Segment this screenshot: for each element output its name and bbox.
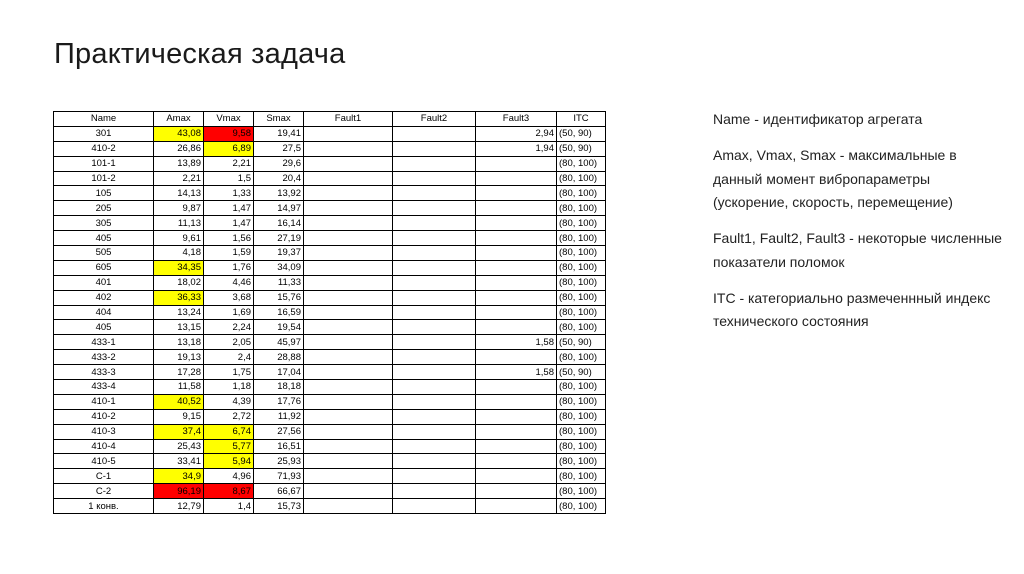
cell-name: 433-1: [54, 335, 154, 350]
cell-smax: 14,97: [254, 201, 304, 216]
cell-fault1: [304, 320, 393, 335]
cell-smax: 16,51: [254, 439, 304, 454]
cell-fault1: [304, 365, 393, 380]
cell-name: 410-4: [54, 439, 154, 454]
cell-fault1: [304, 350, 393, 365]
cell-vmax: 1,75: [204, 365, 254, 380]
cell-amax: 9,61: [154, 231, 204, 246]
cell-fault2: [393, 350, 476, 365]
cell-vmax: 1,5: [204, 171, 254, 186]
cell-itc: (80, 100): [557, 156, 606, 171]
cell-itc: (80, 100): [557, 216, 606, 231]
cell-fault2: [393, 156, 476, 171]
table-row: [54, 409, 606, 424]
cell-itc: (80, 100): [557, 320, 606, 335]
table-row: [54, 126, 606, 141]
cell-smax: 13,92: [254, 186, 304, 201]
cell-fault2: [393, 216, 476, 231]
cell-fault2: [393, 275, 476, 290]
cell-itc: (50, 90): [557, 365, 606, 380]
cell-itc: (80, 100): [557, 171, 606, 186]
cell-name: 101-1: [54, 156, 154, 171]
table-row: [54, 380, 606, 395]
cell-fault1: [304, 201, 393, 216]
cell-name: 410-5: [54, 454, 154, 469]
header-fault1: Fault1: [304, 112, 393, 127]
cell-amax: 11,13: [154, 216, 204, 231]
table-row: [54, 216, 606, 231]
cell-itc: (80, 100): [557, 394, 606, 409]
cell-fault1: [304, 231, 393, 246]
table-row: [54, 275, 606, 290]
cell-itc: (80, 100): [557, 380, 606, 395]
cell-fault1: [304, 499, 393, 514]
notes-panel: [713, 108, 1003, 346]
cell-amax: 34,35: [154, 260, 204, 275]
cell-amax: 17,28: [154, 365, 204, 380]
cell-fault1: [304, 260, 393, 275]
cell-name: 405: [54, 231, 154, 246]
cell-amax: 18,02: [154, 275, 204, 290]
cell-fault2: [393, 424, 476, 439]
note-name: Name - идентификатор агрегата: [713, 111, 923, 127]
cell-vmax: 5,94: [204, 454, 254, 469]
cell-fault1: [304, 484, 393, 499]
cell-smax: 66,67: [254, 484, 304, 499]
cell-name: 433-3: [54, 365, 154, 380]
cell-smax: 29,6: [254, 156, 304, 171]
cell-fault1: [304, 439, 393, 454]
cell-smax: 28,88: [254, 350, 304, 365]
cell-itc: (80, 100): [557, 201, 606, 216]
cell-itc: (80, 100): [557, 246, 606, 261]
cell-fault2: [393, 394, 476, 409]
cell-fault3: [476, 186, 557, 201]
cell-fault1: [304, 394, 393, 409]
cell-fault3: [476, 380, 557, 395]
cell-fault2: [393, 141, 476, 156]
cell-amax: 40,52: [154, 394, 204, 409]
cell-amax: 43,08: [154, 126, 204, 141]
cell-fault2: [393, 454, 476, 469]
cell-itc: (80, 100): [557, 290, 606, 305]
cell-itc: (80, 100): [557, 469, 606, 484]
table-row: [54, 469, 606, 484]
cell-name: 410-1: [54, 394, 154, 409]
cell-name: 605: [54, 260, 154, 275]
cell-vmax: 4,39: [204, 394, 254, 409]
cell-vmax: 1,4: [204, 499, 254, 514]
cell-smax: 27,56: [254, 424, 304, 439]
header-itc: ITC: [557, 112, 606, 127]
table-row: [54, 260, 606, 275]
cell-name: C-2: [54, 484, 154, 499]
cell-fault3: [476, 394, 557, 409]
cell-name: 1 конв.: [54, 499, 154, 514]
cell-itc: (50, 90): [557, 335, 606, 350]
cell-smax: 19,41: [254, 126, 304, 141]
cell-fault1: [304, 409, 393, 424]
cell-amax: 13,89: [154, 156, 204, 171]
cell-vmax: 1,18: [204, 380, 254, 395]
cell-name: 433-2: [54, 350, 154, 365]
cell-name: 505: [54, 246, 154, 261]
cell-fault3: 1,94: [476, 141, 557, 156]
table-row: [54, 484, 606, 499]
cell-amax: 25,43: [154, 439, 204, 454]
cell-smax: 45,97: [254, 335, 304, 350]
table-row: [54, 365, 606, 380]
cell-fault3: [476, 409, 557, 424]
table-row: [54, 350, 606, 365]
cell-fault1: [304, 305, 393, 320]
cell-fault1: [304, 290, 393, 305]
cell-itc: (80, 100): [557, 275, 606, 290]
cell-smax: 17,04: [254, 365, 304, 380]
cell-fault2: [393, 231, 476, 246]
cell-itc: (80, 100): [557, 305, 606, 320]
cell-vmax: 4,96: [204, 469, 254, 484]
cell-fault2: [393, 365, 476, 380]
table-row: [54, 439, 606, 454]
cell-name: 402: [54, 290, 154, 305]
cell-amax: 13,24: [154, 305, 204, 320]
cell-name: 410-2: [54, 141, 154, 156]
cell-itc: (80, 100): [557, 424, 606, 439]
cell-smax: 15,73: [254, 499, 304, 514]
cell-amax: 9,87: [154, 201, 204, 216]
cell-fault1: [304, 186, 393, 201]
cell-name: 410-3: [54, 424, 154, 439]
cell-fault3: [476, 156, 557, 171]
cell-fault2: [393, 260, 476, 275]
cell-itc: (80, 100): [557, 484, 606, 499]
cell-amax: 13,18: [154, 335, 204, 350]
cell-smax: 34,09: [254, 260, 304, 275]
cell-name: 404: [54, 305, 154, 320]
cell-amax: 4,18: [154, 246, 204, 261]
cell-itc: (80, 100): [557, 499, 606, 514]
cell-fault3: [476, 290, 557, 305]
cell-fault1: [304, 171, 393, 186]
cell-fault3: 1,58: [476, 335, 557, 350]
cell-name: C-1: [54, 469, 154, 484]
cell-fault2: [393, 201, 476, 216]
cell-amax: 19,13: [154, 350, 204, 365]
cell-smax: 27,5: [254, 141, 304, 156]
cell-fault2: [393, 320, 476, 335]
cell-vmax: 1,33: [204, 186, 254, 201]
cell-fault3: 1,58: [476, 365, 557, 380]
table-row: [54, 201, 606, 216]
cell-itc: (50, 90): [557, 141, 606, 156]
note-faults: Fault1, Fault2, Fault3 - некоторые численные показатели поломок: [713, 230, 1002, 270]
cell-name: 301: [54, 126, 154, 141]
cell-amax: 36,33: [154, 290, 204, 305]
cell-smax: 20,4: [254, 171, 304, 186]
slide-title: Практическая задача: [54, 38, 346, 70]
cell-fault3: [476, 305, 557, 320]
cell-smax: 15,76: [254, 290, 304, 305]
cell-vmax: 1,56: [204, 231, 254, 246]
cell-vmax: 5,77: [204, 439, 254, 454]
cell-fault1: [304, 454, 393, 469]
cell-itc: (80, 100): [557, 186, 606, 201]
table-row: [54, 171, 606, 186]
cell-amax: 12,79: [154, 499, 204, 514]
cell-fault2: [393, 335, 476, 350]
table-row: [54, 290, 606, 305]
cell-amax: 37,4: [154, 424, 204, 439]
cell-smax: 19,54: [254, 320, 304, 335]
cell-fault2: [393, 380, 476, 395]
cell-fault3: [476, 260, 557, 275]
cell-fault2: [393, 126, 476, 141]
data-table: [53, 111, 606, 514]
cell-amax: 13,15: [154, 320, 204, 335]
cell-vmax: 6,74: [204, 424, 254, 439]
cell-fault3: [476, 350, 557, 365]
cell-fault1: [304, 216, 393, 231]
cell-fault3: [476, 484, 557, 499]
cell-fault1: [304, 126, 393, 141]
header-vmax: Vmax: [204, 112, 254, 127]
cell-smax: 71,93: [254, 469, 304, 484]
cell-fault1: [304, 246, 393, 261]
cell-vmax: 9,58: [204, 126, 254, 141]
cell-fault2: [393, 499, 476, 514]
cell-fault2: [393, 409, 476, 424]
cell-vmax: 6,89: [204, 141, 254, 156]
cell-vmax: 2,05: [204, 335, 254, 350]
cell-fault3: [476, 246, 557, 261]
cell-name: 401: [54, 275, 154, 290]
cell-itc: (80, 100): [557, 439, 606, 454]
table-row: [54, 499, 606, 514]
cell-fault3: [476, 171, 557, 186]
header-fault3: Fault3: [476, 112, 557, 127]
header-amax: Amax: [154, 112, 204, 127]
cell-fault3: [476, 499, 557, 514]
cell-fault3: [476, 469, 557, 484]
cell-fault2: [393, 305, 476, 320]
cell-fault3: 2,94: [476, 126, 557, 141]
cell-amax: 11,58: [154, 380, 204, 395]
cell-amax: 96,19: [154, 484, 204, 499]
cell-smax: 11,92: [254, 409, 304, 424]
cell-fault1: [304, 156, 393, 171]
cell-fault3: [476, 231, 557, 246]
cell-fault1: [304, 275, 393, 290]
cell-smax: 18,18: [254, 380, 304, 395]
cell-vmax: 1,76: [204, 260, 254, 275]
cell-itc: (80, 100): [557, 260, 606, 275]
header-smax: Smax: [254, 112, 304, 127]
cell-fault1: [304, 141, 393, 156]
cell-fault3: [476, 216, 557, 231]
cell-smax: 25,93: [254, 454, 304, 469]
cell-itc: (50, 90): [557, 126, 606, 141]
table-row: [54, 231, 606, 246]
table-row: [54, 424, 606, 439]
cell-amax: 9,15: [154, 409, 204, 424]
cell-vmax: 4,46: [204, 275, 254, 290]
cell-itc: (80, 100): [557, 231, 606, 246]
cell-name: 105: [54, 186, 154, 201]
table-body: [54, 126, 606, 513]
cell-vmax: 1,47: [204, 201, 254, 216]
cell-vmax: 2,72: [204, 409, 254, 424]
table-row: [54, 246, 606, 261]
cell-fault3: [476, 424, 557, 439]
cell-smax: 16,14: [254, 216, 304, 231]
cell-fault2: [393, 469, 476, 484]
cell-itc: (80, 100): [557, 350, 606, 365]
cell-smax: 19,37: [254, 246, 304, 261]
cell-vmax: 2,21: [204, 156, 254, 171]
cell-vmax: 1,47: [204, 216, 254, 231]
cell-name: 410-2: [54, 409, 154, 424]
note-itc: ITC - категориально размеченнный индекс технического состояния: [713, 289, 991, 329]
table-row: [54, 156, 606, 171]
cell-vmax: 1,69: [204, 305, 254, 320]
table-row: [54, 186, 606, 201]
cell-amax: 33,41: [154, 454, 204, 469]
cell-amax: 2,21: [154, 171, 204, 186]
table-row: [54, 394, 606, 409]
cell-vmax: 2,24: [204, 320, 254, 335]
cell-amax: 14,13: [154, 186, 204, 201]
table-row: [54, 454, 606, 469]
cell-fault3: [476, 275, 557, 290]
cell-smax: 11,33: [254, 275, 304, 290]
note-vibration: Amax, Vmax, Smax - максимальные в данный момент вибропараметры (ускорение, скорость, перемещение): [713, 147, 957, 210]
cell-fault1: [304, 380, 393, 395]
cell-fault1: [304, 424, 393, 439]
cell-smax: 17,76: [254, 394, 304, 409]
cell-itc: (80, 100): [557, 454, 606, 469]
cell-fault2: [393, 439, 476, 454]
cell-name: 101-2: [54, 171, 154, 186]
table-header-row: [54, 112, 606, 127]
cell-smax: 16,59: [254, 305, 304, 320]
cell-fault2: [393, 186, 476, 201]
table-row: [54, 305, 606, 320]
table-row: [54, 320, 606, 335]
header-name: Name: [54, 112, 154, 127]
cell-fault1: [304, 469, 393, 484]
cell-fault2: [393, 290, 476, 305]
header-fault2: Fault2: [393, 112, 476, 127]
cell-fault1: [304, 335, 393, 350]
cell-vmax: 1,59: [204, 246, 254, 261]
cell-name: 433-4: [54, 380, 154, 395]
cell-fault3: [476, 320, 557, 335]
cell-name: 305: [54, 216, 154, 231]
cell-fault2: [393, 171, 476, 186]
cell-vmax: 3,68: [204, 290, 254, 305]
cell-amax: 34,9: [154, 469, 204, 484]
cell-smax: 27,19: [254, 231, 304, 246]
cell-amax: 26,86: [154, 141, 204, 156]
cell-fault3: [476, 439, 557, 454]
cell-itc: (80, 100): [557, 409, 606, 424]
cell-name: 205: [54, 201, 154, 216]
cell-fault2: [393, 246, 476, 261]
cell-vmax: 8,67: [204, 484, 254, 499]
cell-fault3: [476, 201, 557, 216]
table-row: [54, 335, 606, 350]
table-row: [54, 141, 606, 156]
cell-fault2: [393, 484, 476, 499]
cell-fault3: [476, 454, 557, 469]
cell-name: 405: [54, 320, 154, 335]
cell-vmax: 2,4: [204, 350, 254, 365]
